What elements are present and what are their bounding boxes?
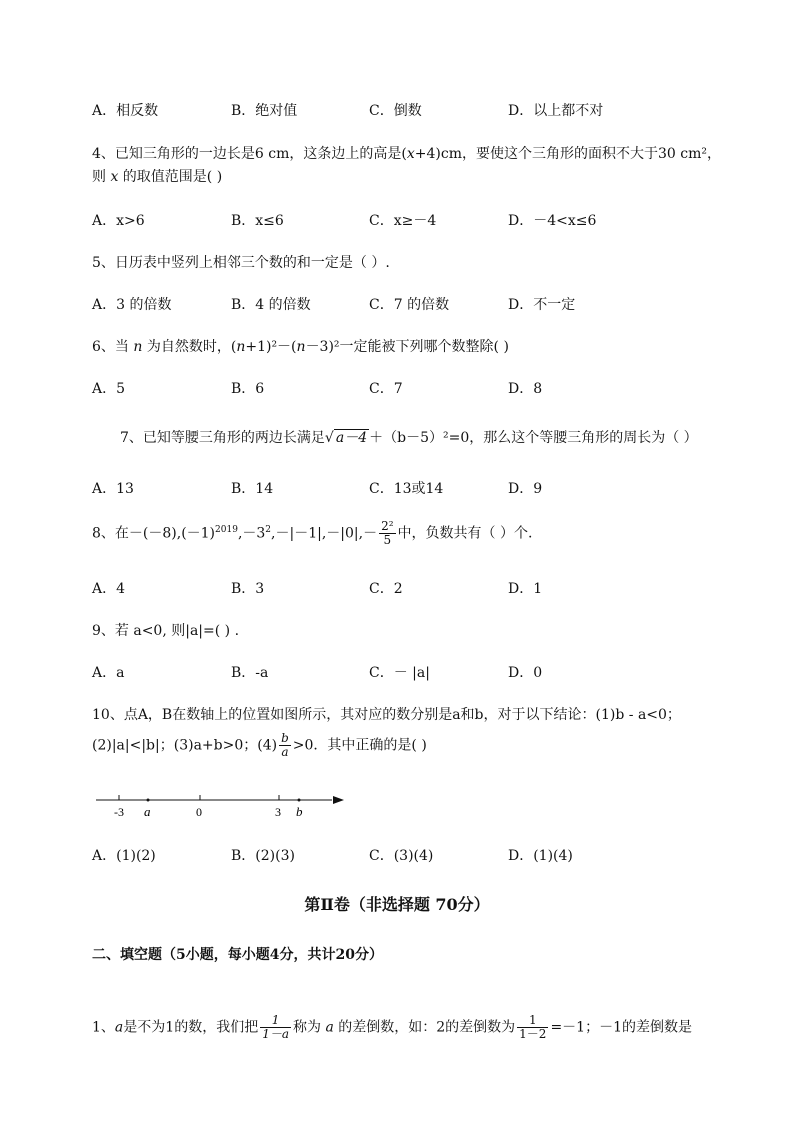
- q5-option-b: B．4 的倍数: [231, 297, 311, 313]
- f1-frac-den: 1－a: [262, 1027, 289, 1042]
- f1-frac-num: 1: [260, 1014, 291, 1028]
- q7-text: ＋（b－5）²=0，那么这个等腰三角形的周长为（ ）: [369, 430, 698, 446]
- section-title: 第Ⅱ卷（非选择题 70分）: [304, 895, 490, 914]
- q8-option-b: B．3: [231, 581, 265, 597]
- q6-option-a: A．5: [92, 381, 126, 397]
- f1-frac-den: 1－2: [519, 1027, 547, 1042]
- q10-frac-den: a: [281, 745, 289, 760]
- q4-text: +4)cm，要使这个三角形的面积不大于30 cm²，: [414, 146, 721, 162]
- q10-option-b: B．(2)(3): [231, 848, 295, 864]
- q4-stem-line2: [92, 166, 222, 186]
- q8-options: [92, 578, 712, 600]
- q4-var: x: [406, 146, 415, 162]
- q10-fraction: [279, 732, 291, 759]
- sqrt-sign: √: [324, 430, 334, 446]
- q7-sqrt: a－4: [335, 430, 368, 446]
- q4-stem-line1: [92, 143, 721, 163]
- q8-frac-den: 5: [383, 533, 392, 548]
- q6-var: n: [133, 339, 143, 355]
- q8-stem: [92, 520, 532, 547]
- fill-q1-stem: [92, 1014, 692, 1041]
- q6-var: n: [296, 339, 306, 355]
- f1-text: 是不为1的数，我们把: [123, 1019, 259, 1036]
- q8-text: ,－3: [237, 525, 266, 542]
- point-b: [298, 799, 301, 802]
- q3-option-c: C．倒数: [369, 103, 422, 119]
- q8-option-a: A．4: [92, 581, 126, 597]
- q7-option-a: A．13: [92, 481, 134, 497]
- q9-option-c: C．－ |a|: [369, 665, 430, 681]
- point-a: [147, 799, 150, 802]
- q3-options: [92, 100, 712, 122]
- f1-frac-num: 1: [517, 1014, 548, 1028]
- q10-text: (2)|a|<|b|；(3)a+b>0；(4): [92, 737, 278, 754]
- q4-var: x: [110, 169, 119, 185]
- q5-stem: 5、日历表中竖列上相邻三个数的和一定是（ ）.: [92, 255, 390, 271]
- q6-option-d: D．8: [508, 381, 543, 397]
- f1-var: a: [114, 1019, 124, 1036]
- q4-text: 则: [92, 169, 111, 185]
- axis-label-a: a: [144, 804, 151, 819]
- axis-label-3: 3: [275, 805, 281, 819]
- q7-option-c: C．13或14: [369, 481, 444, 497]
- f1-text: =－1；－1的差倒数是: [550, 1019, 692, 1036]
- q4-option-b: B．x≤6: [231, 213, 284, 229]
- q3-option-b: B．绝对值: [231, 103, 298, 119]
- q6-options: [92, 378, 712, 400]
- q5-option-a: A．3 的倍数: [92, 297, 172, 313]
- axis-label-b: b: [296, 804, 303, 819]
- q6-text: －3)²一定能被下列哪个数整除( ): [305, 339, 509, 355]
- axis-label-minus3: -3: [114, 805, 124, 819]
- q10-stem-line2: [92, 732, 427, 759]
- f1-var: a: [325, 1019, 334, 1036]
- q8-text: ,－|－1|,－|0|,－: [271, 525, 378, 542]
- q6-option-c: C．7: [369, 381, 403, 397]
- q6-option-b: B．6: [231, 381, 265, 397]
- q8-fraction: [379, 520, 395, 547]
- number-line-figure: [92, 788, 352, 824]
- q9-option-a: A．a: [92, 665, 125, 681]
- q8-frac-num: 2²: [381, 519, 394, 533]
- q3-option-d: D．以上都不对: [508, 103, 604, 119]
- q4-option-d: D．－4<x≤6: [508, 213, 597, 229]
- q5-option-d: D．不一定: [508, 297, 576, 313]
- q8-text: 8、在－(－8),(－1): [92, 525, 216, 542]
- q10-frac-num: b: [281, 731, 289, 745]
- f1-text: 的差倒数，如：2的差倒数为: [333, 1019, 516, 1036]
- q6-text: 为自然数时，(: [142, 339, 237, 355]
- q9-option-b: B．-a: [231, 665, 269, 681]
- q8-option-d: D．1: [508, 581, 543, 597]
- f1-text: 1、: [92, 1019, 115, 1036]
- q5-options: [92, 294, 712, 316]
- q10-option-a: A．(1)(2): [92, 848, 156, 864]
- q10-stem-line1: 10、点A，B在数轴上的位置如图所示，其对应的数分别是a和b，对于以下结论：(1)b - a<0；: [92, 707, 681, 723]
- q4-option-c: C．x≥－4: [369, 213, 437, 229]
- section-heading: 二、填空题（5小题，每小题4分，共计20分）: [92, 947, 383, 963]
- q7-stem: [120, 427, 698, 447]
- q4-text: 的取值范围是( ): [118, 169, 223, 185]
- q9-options: [92, 662, 712, 684]
- q10-option-d: D．(1)(4): [508, 848, 573, 864]
- q4-options: [92, 210, 712, 232]
- f1-fraction-2: [517, 1014, 548, 1041]
- q9-option-d: D．0: [508, 665, 543, 681]
- q6-text: 6、当: [92, 339, 134, 355]
- q5-option-c: C．7 的倍数: [369, 297, 450, 313]
- q8-sup: 2: [265, 525, 272, 536]
- q8-text: 中，负数共有（ ）个.: [397, 525, 533, 542]
- q8-option-c: C．2: [369, 581, 403, 597]
- q4-text: 4、已知三角形的一边长是6 cm，这条边上的高是(: [92, 146, 407, 162]
- q10-options: [92, 845, 712, 867]
- q7-text: 7、已知等腰三角形的两边长满足: [120, 430, 325, 446]
- q7-option-b: B．14: [231, 481, 274, 497]
- q10-option-c: C．(3)(4): [369, 848, 434, 864]
- q10-text: >0．其中正确的是( ): [292, 737, 427, 754]
- q8-sup: 2019: [215, 525, 238, 536]
- q7-options: [92, 478, 712, 500]
- q7-option-d: D．9: [508, 481, 543, 497]
- f1-fraction-1: [260, 1014, 291, 1041]
- arrow-right-icon: [333, 796, 344, 804]
- axis-label-0: 0: [196, 805, 202, 819]
- f1-text: 称为: [293, 1019, 326, 1036]
- q3-option-a: A．相反数: [92, 103, 159, 119]
- q6-stem: [92, 336, 509, 356]
- q6-text: +1)²－(: [245, 339, 297, 355]
- q4-option-a: A．x>6: [92, 213, 145, 229]
- q6-var: n: [236, 339, 246, 355]
- q9-stem: 9、若 a<0, 则|a|=( ) .: [92, 623, 240, 639]
